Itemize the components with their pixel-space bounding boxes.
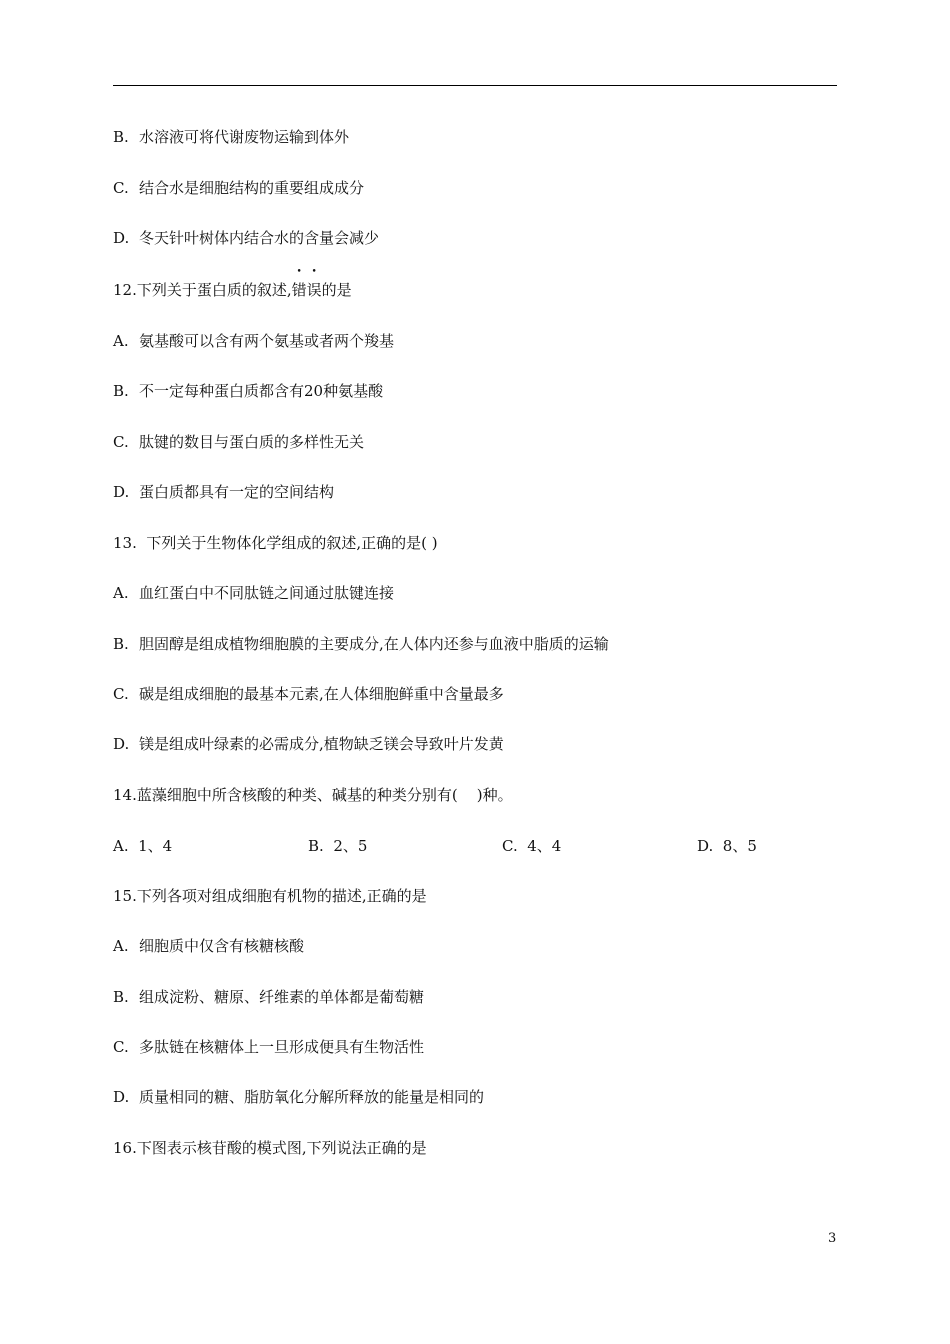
q13-stem: 13. 下列关于生物体化学组成的叙述,正确的是( ) [113, 534, 438, 552]
q13-option-a [113, 583, 394, 603]
option-label: D. [113, 1088, 130, 1106]
q12-option-d [113, 482, 334, 502]
q12-option-c [113, 432, 364, 452]
option-text: 胆固醇是组成植物细胞膜的主要成分,在人体内还参与血液中脂质的运输 [139, 635, 609, 653]
q12-stem-start: 12.下列关于蛋白质的叙述, [113, 281, 292, 299]
q14-option-d: D. 8、5 [697, 837, 757, 855]
q15-option-d [113, 1087, 484, 1107]
q14-stem: 14.蓝藻细胞中所含核酸的种类、碱基的种类分别有( )种。 [113, 786, 513, 804]
option-label: B. [113, 635, 129, 653]
option-text: 水溶液可将代谢废物运输到体外 [139, 128, 350, 146]
option-text: 结合水是细胞结构的重要组成成分 [139, 179, 365, 197]
q12-stem [113, 280, 352, 300]
option-label: C. [113, 1038, 129, 1056]
option-label: D. [113, 735, 130, 753]
option-text: 冬天针叶树体内结合水的含量会减少 [139, 229, 380, 247]
option-text: 镁是组成叶绿素的必需成分,植物缺乏镁会导致叶片发黄 [139, 735, 504, 753]
option-text: 血红蛋白中不同肽链之间通过肽键连接 [139, 584, 395, 602]
option-text: 不一定每种蛋白质都含有20种氨基酸 [139, 382, 384, 400]
option-label: C. [113, 433, 129, 451]
q13-option-d [113, 734, 504, 754]
option-text: 组成淀粉、糖原、纤维素的单体都是葡萄糖 [139, 988, 425, 1006]
q12-option-a [113, 331, 394, 351]
option-label: A. [113, 332, 129, 350]
emphasis-char: 误 [306, 281, 322, 299]
option-text: 氨基酸可以含有两个氨基或者两个羧基 [139, 332, 395, 350]
option-label: C. [113, 685, 129, 703]
option-label: B. [113, 128, 129, 146]
q11-option-b [113, 127, 349, 147]
header-rule [113, 85, 837, 86]
q13-option-b [113, 634, 609, 654]
option-text: 质量相同的糖、脂肪氧化分解所释放的能量是相同的 [139, 1088, 485, 1106]
q12-stem-end: 的是 [321, 281, 352, 299]
q15-option-c [113, 1037, 424, 1057]
q11-option-d [113, 228, 379, 248]
option-label: B. [113, 382, 129, 400]
option-text: 细胞质中仅含有核糖核酸 [139, 937, 305, 955]
option-text: 多肽链在核糖体上一旦形成便具有生物活性 [139, 1038, 425, 1056]
option-text: 蛋白质都具有一定的空间结构 [139, 483, 335, 501]
q14-option-c: C. 4、4 [502, 837, 562, 855]
page-number: 3 [828, 1231, 837, 1246]
q15-option-b [113, 987, 424, 1007]
q15-stem: 15.下列各项对组成细胞有机物的描述,正确的是 [113, 887, 427, 905]
option-label: A. [113, 584, 129, 602]
option-label: D. [113, 483, 130, 501]
option-text: 肽键的数目与蛋白质的多样性无关 [139, 433, 365, 451]
q15-option-a [113, 936, 304, 956]
option-label: A. [113, 937, 129, 955]
q13-option-c [113, 684, 504, 704]
option-label: D. [113, 229, 130, 247]
option-text: 碳是组成细胞的最基本元素,在人体细胞鲜重中含量最多 [139, 685, 504, 703]
option-label: C. [113, 179, 129, 197]
q14-option-b: B. 2、5 [308, 837, 368, 855]
q11-option-c [113, 178, 364, 198]
emphasis-char: 错 [291, 281, 307, 299]
option-label: B. [113, 988, 129, 1006]
q16-stem: 16.下图表示核苷酸的模式图,下列说法正确的是 [113, 1139, 427, 1157]
q12-option-b [113, 381, 383, 401]
q14-option-a: A. 1、4 [113, 837, 173, 855]
